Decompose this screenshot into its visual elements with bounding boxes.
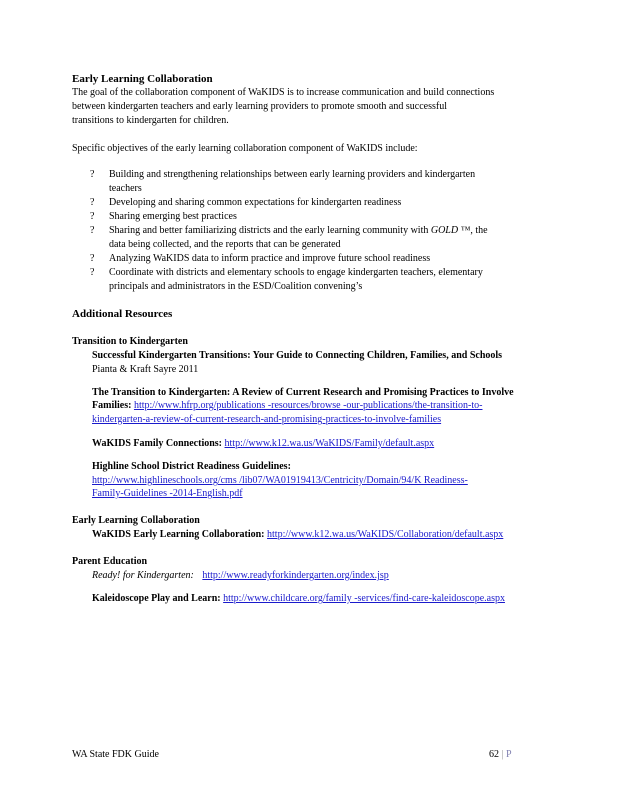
bullet-marker: ?: [90, 211, 95, 222]
parent-heading: Parent Education: [72, 556, 148, 567]
bullet-marker: ?: [90, 169, 95, 180]
highline-link[interactable]: http://www.highlineschools.org/cms /lib07/WA01919413/Centricity/Domain/94/K Readiness‑: [92, 475, 468, 486]
footer-page: [489, 749, 512, 760]
transition-item2-label: Families:: [92, 400, 132, 411]
list-item: ? Building and strengthening relationships between early learning providers and kindergarten teachers: [90, 169, 476, 194]
page-number: 62: [489, 749, 499, 760]
ready-label: Ready! for Kindergarten:: [92, 570, 194, 581]
transition-item1-title: Successful Kindergarten Transitions: Your Guide to Connecting Children, Families, and Schools: [92, 350, 503, 361]
family-connections-link[interactable]: http://www.k12.wa.us/WaKIDS/Family/default.aspx: [224, 438, 435, 449]
footer-title: WA State FDK Guide: [72, 749, 159, 760]
objectives-list: [90, 168, 530, 294]
collab-label: WaKIDS Early Learning Collaboration:: [92, 529, 265, 540]
bullet-marker: ?: [90, 253, 95, 264]
highline-label: Highline School District Readiness Guidelines:: [92, 461, 291, 472]
family-connections-label: WaKIDS Family Connections:: [92, 438, 223, 449]
list-item: ? Sharing emerging best practices: [90, 211, 237, 222]
kaleidoscope-label: Kaleidoscope Play and Learn:: [92, 593, 221, 604]
bullet-marker: ?: [90, 267, 95, 278]
list-item: ? Developing and sharing common expectations for kindergarten readiness: [90, 197, 402, 208]
transition-item1-author: Pianta & Kraft Sayre 2011: [92, 364, 199, 375]
hfrp-link[interactable]: http://www.hfrp.org/publications ‑resources/browse ‑our‑publications/the‑transition‑to‑: [133, 400, 483, 411]
ready-link[interactable]: http://www.readyforkindergarten.org/index.jsp: [202, 570, 389, 581]
page-label: P: [506, 749, 512, 760]
bullet-marker: ?: [90, 197, 95, 208]
bullet-marker: ?: [90, 225, 95, 236]
intro-line-3: transitions to kindergarten for children.: [72, 115, 229, 126]
transition-heading: Transition to Kindergarten: [72, 336, 188, 347]
objectives-intro: Specific objectives of the early learning collaboration component of WaKIDS include:: [72, 143, 418, 154]
footer-separator: |: [501, 749, 504, 760]
section-title: Early Learning Collaboration: [72, 73, 213, 85]
intro-line-1: The goal of the collaboration component of WaKIDS is to increase communication and build connections: [72, 87, 495, 98]
intro-line-2: between kindergarten teachers and early learning providers to promote smooth and successful: [72, 101, 447, 112]
collab-link[interactable]: http://www.k12.wa.us/WaKIDS/Collaboration/default.aspx: [267, 529, 504, 540]
list-item: ? Sharing and better familiarizing districts and the early learning community with GOLD ™, the data being collected, and the reports that can be generated: [90, 225, 488, 250]
kaleidoscope-link[interactable]: http://www.childcare.org/family ‑services/find‑care‑kaleidoscope.aspx: [223, 593, 505, 604]
highline-link-cont[interactable]: Family‑Guidelines ‑2014‑English.pdf: [92, 488, 243, 499]
hfrp-link-cont[interactable]: kindergarten‑a‑review‑of‑current‑research‑and‑promising‑practices‑to‑involve‑families: [92, 414, 442, 425]
list-item: ? Coordinate with districts and elementary schools to engage kindergarten teachers, elementary principals and administrators in the ESD/Coalition convening’s: [90, 267, 483, 292]
transition-item2-title: The Transition to Kindergarten: A Review of Current Research and Promising Practices to Involve: [92, 387, 514, 398]
list-item: ? Analyzing WaKIDS data to inform practice and improve future school readiness: [90, 253, 431, 264]
additional-resources-heading: Additional Resources: [72, 308, 173, 320]
collab-heading: Early Learning Collaboration: [72, 515, 200, 526]
